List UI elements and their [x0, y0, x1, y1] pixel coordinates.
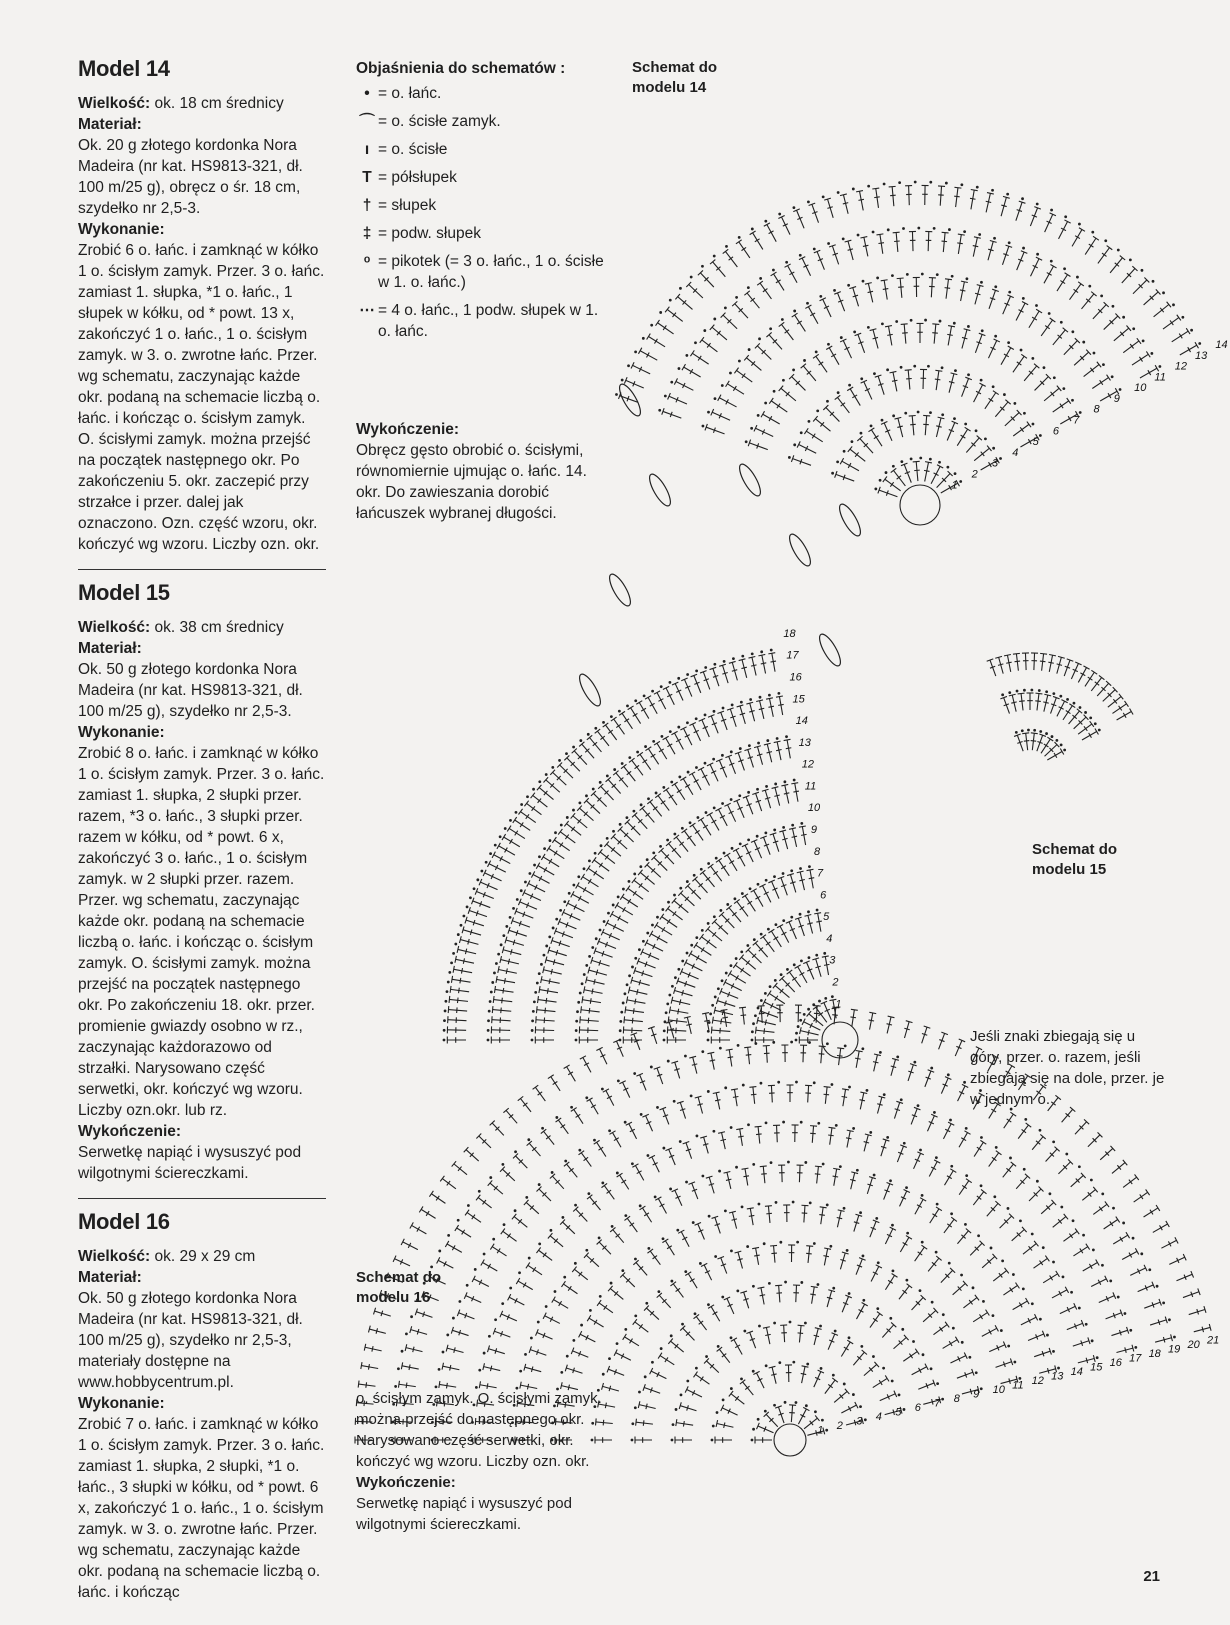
model15-title: Model 15 [78, 580, 170, 605]
svg-text:5: 5 [895, 1406, 902, 1419]
svg-text:5: 5 [1032, 436, 1039, 449]
model16-finish-text: Serwetkę napiąć i wysuszyć pod wilgotnymi ściereczkami. [356, 1495, 572, 1533]
svg-text:5: 5 [823, 911, 830, 924]
model15-note: Jeśli znaki zbiegają się u góry, przer. o. razem, jeśli zbiegają się na dole, przer. je w jednym o. [970, 1028, 1165, 1108]
svg-text:17: 17 [786, 649, 799, 662]
model15-size-value: ok. 38 cm średnicy [150, 619, 284, 636]
svg-text:15: 15 [792, 693, 805, 706]
svg-text:8: 8 [1093, 403, 1100, 416]
model14-work-text: Zrobić 6 o. łańc. i zamknąć w kółko 1 o. ścisłym zamyk. Przer. 3 o. łańc. zamiast 1. słupka, *1 o. łańc., 1 słupek w kółku, od * powt. 13 x, zakończyć 1 o. łańc., 1 o. ścisłym zamyk. w 3. o. zwrotne łańc. Przer. wg schematu, zaczynając każde okr. podaną na schemacie liczbą o. łańc. i kończąc o. ścisłym zamyk. O. ścisłymi zamyk. można przejść na początek następnego okr. Po zakończeniu 5. okr. zaczepić przy strzałce i przer. dalej jak oznaczono. Ozn. część wzoru, okr. kończyć wg wzoru. Liczby ozn. okr. [78, 242, 325, 553]
svg-text:7: 7 [934, 1397, 941, 1410]
double-crochet-icon: † [362, 197, 372, 214]
model14-work-label: Wykonanie: [78, 221, 165, 238]
svg-text:1: 1 [835, 998, 842, 1011]
chain-treble-icon: ⋯ [359, 302, 375, 319]
model14-material-label: Materiał: [78, 116, 142, 133]
svg-text:20: 20 [1187, 1339, 1200, 1352]
svg-text:15: 15 [1090, 1361, 1103, 1374]
svg-text:7: 7 [817, 867, 824, 880]
svg-text:16: 16 [789, 671, 802, 684]
model14-size [78, 93, 326, 114]
svg-text:9: 9 [973, 1388, 980, 1401]
svg-text:7: 7 [1073, 414, 1080, 427]
legend-text: = półsłupek [378, 169, 457, 186]
svg-text:11: 11 [1154, 371, 1166, 384]
svg-text:14: 14 [1070, 1366, 1083, 1379]
svg-text:6: 6 [914, 1402, 921, 1415]
svg-text:6: 6 [820, 889, 827, 902]
treble-crochet-icon: ‡ [362, 225, 372, 242]
svg-text:14: 14 [1215, 338, 1228, 351]
model16-size [78, 1246, 326, 1267]
legend-title: Objaśnienia do schematów : [356, 60, 566, 77]
model16-material-label: Materiał: [78, 1269, 142, 1286]
schemat14-label: Schemat do modelu 14 [632, 59, 718, 96]
diagram-model14 [576, 181, 1228, 709]
svg-text:4: 4 [875, 1411, 882, 1424]
slip-stitch-icon: ⌒ [359, 113, 375, 130]
legend-text: = 4 o. łańc., 1 podw. słupek w 1. o. łańc. [378, 302, 599, 340]
page-number: 21 [1143, 1568, 1160, 1585]
svg-text:6: 6 [1052, 425, 1060, 438]
svg-text:13: 13 [1195, 349, 1208, 362]
model15-work-text: Zrobić 8 o. łańc. i zamknąć w kółko 1 o. ścisłym zamyk. Przer. 3 o. łańc. zamiast 1. słupka, 2 słupki przer. razem, *3 o. łańc., 3 słupki przer. razem w kółku, od * powt. 6 x, zakończyć 3 o. łańc., 1 o. ścisłym zamyk. w 2 słupki przer. razem. Przer. wg schematu, zaczynając każde okr. podaną na schemacie liczbą o. łańc. i kończąc o. ścisłym zamyk. O. ścisłymi zamyk. można przejść na początek następnego okr. Po zakończeniu 18. okr. przer. promienie gwiazdy osobno w rz., zaczynając każdorazowo od strzałki. Narysowano część serwetki, okr. kończyć wg wzoru. Liczby ozn.okr. lub rz. [78, 745, 325, 1119]
svg-text:2: 2 [832, 976, 839, 989]
schemat15-label: Schemat do modelu 15 [1032, 841, 1118, 878]
legend-text: = słupek [378, 197, 437, 214]
model15-material-label: Materiał: [78, 640, 142, 657]
svg-text:9: 9 [1113, 392, 1120, 405]
svg-text:11: 11 [1012, 1379, 1024, 1392]
model14-size-label: Wielkość: [78, 95, 151, 112]
diagram-model15 [443, 628, 1133, 1058]
svg-text:13: 13 [1051, 1370, 1064, 1383]
svg-text:3: 3 [856, 1415, 863, 1428]
model15-finish-label: Wykończenie: [78, 1123, 182, 1140]
svg-text:11: 11 [804, 780, 817, 793]
svg-text:10: 10 [807, 802, 821, 815]
divider [78, 569, 326, 570]
svg-text:2: 2 [971, 468, 978, 481]
svg-text:14: 14 [795, 715, 808, 728]
model15-finish-text: Serwetkę napiąć i wysuszyć pod wilgotnymi ściereczkami. [78, 1144, 302, 1182]
model16-continuation [356, 1388, 611, 1535]
left-column [78, 58, 326, 1603]
svg-text:16: 16 [1109, 1357, 1122, 1370]
svg-text:12: 12 [801, 758, 814, 771]
svg-text:3: 3 [829, 954, 836, 967]
model16-finish-label: Wykończenie: [356, 1474, 456, 1491]
svg-text:12: 12 [1174, 360, 1187, 373]
svg-text:18: 18 [1148, 1348, 1161, 1361]
svg-text:2: 2 [836, 1420, 843, 1433]
model16-material-text: Ok. 50 g złotego kordonka Nora Madeira (nr kat. HS9813-321, dł. 100 m/25 g), szydełko nr 2,5-3, materiały dostępne na www.hobbycentrum.pl. [78, 1290, 303, 1391]
model16-title: Model 16 [78, 1209, 170, 1234]
svg-text:10: 10 [992, 1384, 1005, 1397]
model15-material-text: Ok. 50 g złotego kordonka Nora Madeira (nr kat. HS9813-321, dł. 100 m/25 g), szydełko nr 2,5-3. [78, 661, 303, 720]
legend-text: = pikotek (= 3 o. łańc., 1 o. ścisłe w 1. o. łańc.) [378, 253, 604, 291]
model16-size-value: ok. 29 x 29 cm [150, 1248, 256, 1265]
svg-text:1: 1 [817, 1424, 824, 1437]
model14-material-text: Ok. 20 g złotego kordonka Nora Madeira (nr kat. HS9813-321, dł. 100 m/25 g), obręcz o śr. 18 cm, szydełko nr 2,5-3. [78, 137, 303, 217]
svg-text:12: 12 [1031, 1375, 1044, 1388]
chain-stitch-icon: • [364, 85, 370, 102]
legend-text: = o. ścisłe [378, 141, 448, 158]
svg-text:19: 19 [1168, 1343, 1181, 1356]
svg-text:4: 4 [826, 932, 833, 945]
svg-text:10: 10 [1134, 382, 1147, 395]
svg-text:8: 8 [953, 1393, 960, 1406]
legend-text: = o. ścisłe zamyk. [378, 113, 501, 130]
model16-size-label: Wielkość: [78, 1248, 151, 1265]
schemat16-label: Schemat do modelu 16 [356, 1269, 442, 1306]
legend-text: = podw. słupek [378, 225, 481, 242]
svg-text:17: 17 [1129, 1352, 1142, 1365]
svg-text:4: 4 [1012, 446, 1019, 459]
half-double-icon: T [362, 169, 372, 186]
svg-text:1: 1 [951, 479, 958, 492]
model14-title: Model 14 [78, 56, 170, 81]
model15-size [78, 617, 326, 638]
svg-text:9: 9 [810, 824, 818, 837]
divider [78, 1198, 326, 1199]
finish14-label: Wykończenie: [356, 421, 460, 438]
model15-size-label: Wielkość: [78, 619, 151, 636]
model15-work-label: Wykonanie: [78, 724, 165, 741]
single-crochet-icon: ı [364, 141, 370, 158]
model16-work-cont: o. ścisłym zamyk. O. ścisłymi zamyk. można przejść do następnego okr. Narysowano część serwetki, okr. kończyć wg wzoru. Liczby ozn. okr. [356, 1390, 602, 1470]
svg-text:13: 13 [798, 736, 811, 749]
model16-work-label: Wykonanie: [78, 1395, 165, 1412]
legend-text: = o. łańc. [378, 85, 442, 102]
svg-text:18: 18 [783, 627, 796, 640]
picot-icon: ᵒ [363, 253, 371, 270]
finish14-text: Obręcz gęsto obrobić o. ścisłymi, równomiernie ujmując o. łańc. 14. okr. Do zawieszania dorobić łańcuszek wybranej długości. [356, 442, 587, 522]
svg-text:21: 21 [1207, 1334, 1220, 1347]
model16-work-text: Zrobić 7 o. łańc. i zamknąć w kółko 1 o. ścisłym zamyk. Przer. 3 o. łańc. zamiast 1. słupka, 2 słupki, *1 o. łańc., 3 słupki w kółku, od * powt. 6 x, zakończyć 1 o. łańc., 1 o. ścisłym zamyk. w 3. o. zwrotne łańc. Przer. wg schematu, zaczynając każde okr. podaną na schemacie liczbą o. łańc. i kończąc [78, 1416, 325, 1601]
model14-size-value: ok. 18 cm średnicy [150, 95, 284, 112]
svg-text:3: 3 [991, 457, 999, 470]
svg-text:8: 8 [813, 845, 821, 858]
